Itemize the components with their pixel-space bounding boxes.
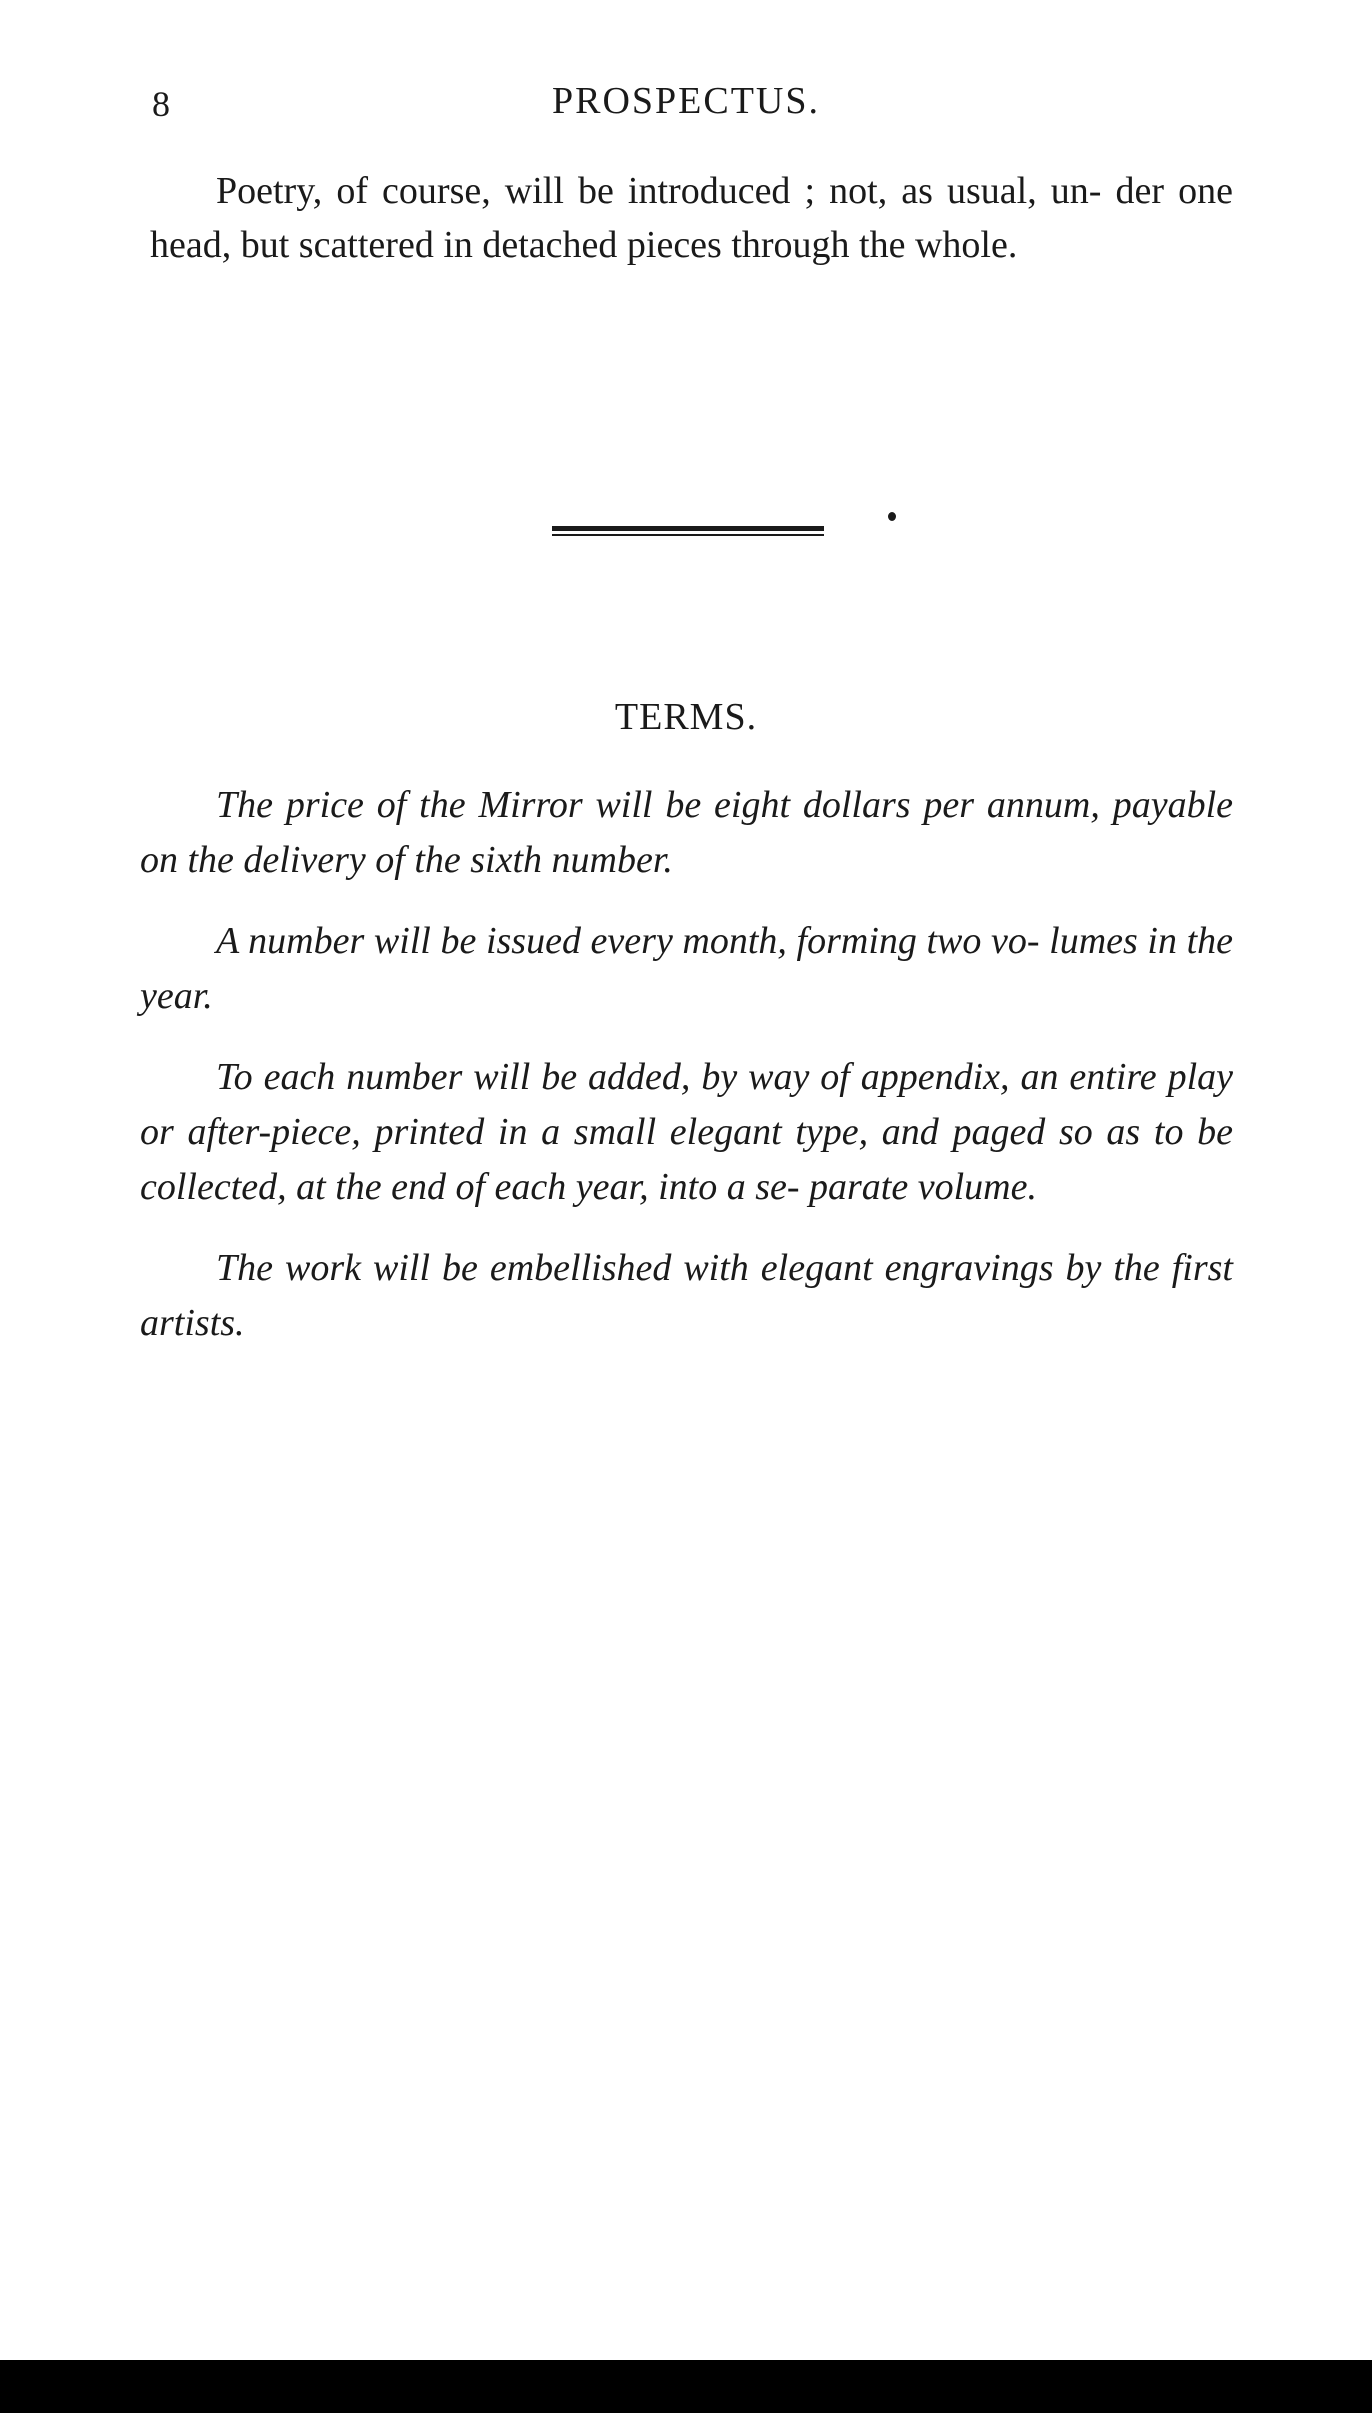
running-head: PROSPECTUS. — [551, 80, 821, 122]
terms-paragraph-appendix: To each number will be added, by way of appendix, an entire play or after-piece, printed in a small elegant type, and paged so as to be collected, at the end of each year, into a se- parate volume. — [140, 1056, 1233, 1208]
terms-paragraph-price: The price of the Mirror will be eight dollars per annum, payable on the delivery of the sixth number. — [140, 784, 1233, 881]
scan-bottom-border — [0, 2360, 1372, 2413]
intro-section — [150, 164, 1233, 272]
terms-paragraph-issue: A number will be issued every month, forming two vo- lumes in the year. — [140, 920, 1233, 1017]
terms-heading: TERMS. — [614, 696, 758, 738]
intro-paragraph: Poetry, of course, will be introduced ; not, as usual, un- der one head, but scattered in detached pieces through the whole. — [150, 170, 1233, 266]
section-divider-rule — [552, 526, 824, 536]
page-number: 8 — [152, 84, 170, 124]
terms-paragraph-engravings: The work will be embellished with elegant engravings by the first artists. — [140, 1247, 1233, 1344]
terms-section — [140, 778, 1233, 1377]
ink-dot — [888, 512, 896, 521]
